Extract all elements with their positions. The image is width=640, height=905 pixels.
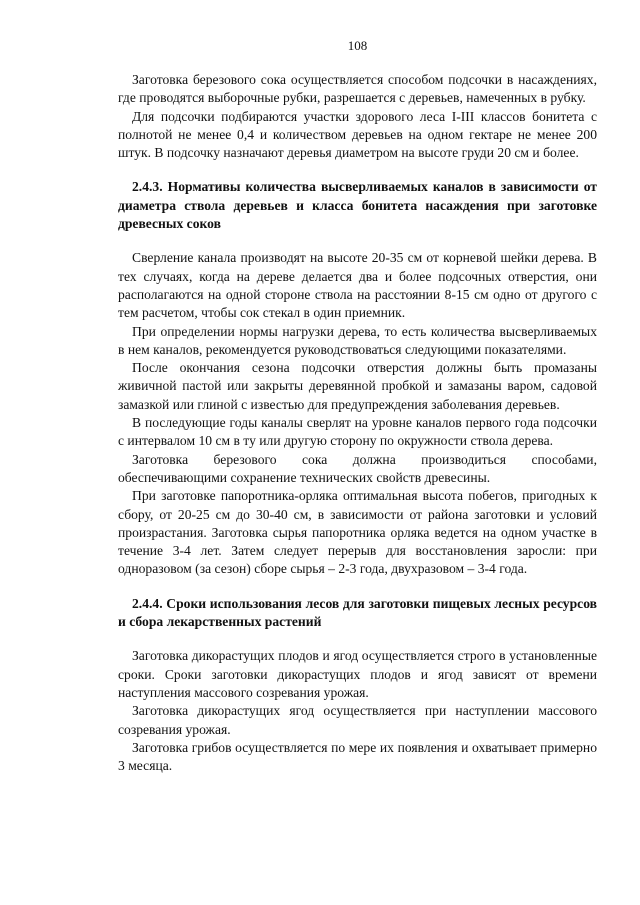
- paragraph-following-years: В последующие годы каналы сверлят на уровне каналов первого года подсочки с интервалом 10 см в ту или другую сторону по окружности ствола дерева.: [118, 415, 597, 449]
- paragraph-berries-ripening: Заготовка дикорастущих ягод осуществляется при наступлении массового созревания урожая.: [118, 703, 597, 737]
- paragraph-load-norm: При определении нормы нагрузки дерева, то есть количества высверливаемых в нем каналов, рекомендуется руководствоваться следующими показателями.: [118, 323, 597, 357]
- page-number: 108: [347, 38, 368, 53]
- paragraph-mushrooms: Заготовка грибов осуществляется по мере их появления и охватывает примерно 3 месяца.: [118, 739, 597, 774]
- paragraph-birch-sap-harvesting: Заготовка березового сока осуществляется способом подсочки в насаждениях, где проводятся выборочные рубки, разрешается с деревьев, намеченных в рубку.: [118, 72, 597, 106]
- paragraph-wood-properties: Заготовка березового сока должна производиться способами, обеспечивающими сохранение технических свойств древесины.: [118, 451, 597, 485]
- section-heading-2-4-3: 2.4.3. Нормативы количества высверливаемых каналов в зависимости от диаметра ствола деревьев и класса бонитета насаждения при заготовке древесных соков: [118, 179, 597, 232]
- paragraph-after-season: После окончания сезона подсочки отверстия должны быть промазаны живичной пастой или закрыты деревянной пробкой и замазаны варом, садовой замазкой или глиной с известью для предупреждения заболевания деревьев.: [118, 360, 597, 412]
- paragraph-bracken-fern: При заготовке папоротника-орляка оптимальная высота побегов, пригодных к сбору, от 20-25 см до 30-40 см, в зависимости от района заготовки и условий произрастания. Заготовка сырья папоротника орляка ведется на одном участке в течение 3-4 лет. Затем следует перерыв для восстановления заросли: при одноразовом (за сезон) сборе сырья – 2-3 года, двухразовом – 3-4 года.: [118, 488, 597, 577]
- paragraph-tapping-plots: Для подсочки подбираются участки здорового леса I-III классов бонитета с полнотой не менее 0,4 и количеством деревьев на одном гектаре не менее 200 штук. В подсочку назначают деревья диаметром на высоте груди 20 см и более.: [118, 108, 597, 161]
- paragraph-fruits-berries-terms: Заготовка дикорастущих плодов и ягод осуществляется строго в установленные сроки. Сроки заготовки дикорастущих плодов и ягод зависят от времени наступления массового созревания урожая.: [118, 648, 597, 700]
- paragraph-drilling-channel: Сверление канала производят на высоте 20-35 см от корневой шейки дерева. В тех случаях, когда на дереве делается два и более подсочных отверстия, они располагаются на одной стороне ствола на расстоянии 8-15 см одно от другого с тем расчетом, чтобы сок стекал в один приемник.: [118, 250, 597, 321]
- section-heading-2-4-4: 2.4.4. Сроки использования лесов для заготовки пищевых лесных ресурсов и сбора лекарственных растений: [118, 595, 597, 630]
